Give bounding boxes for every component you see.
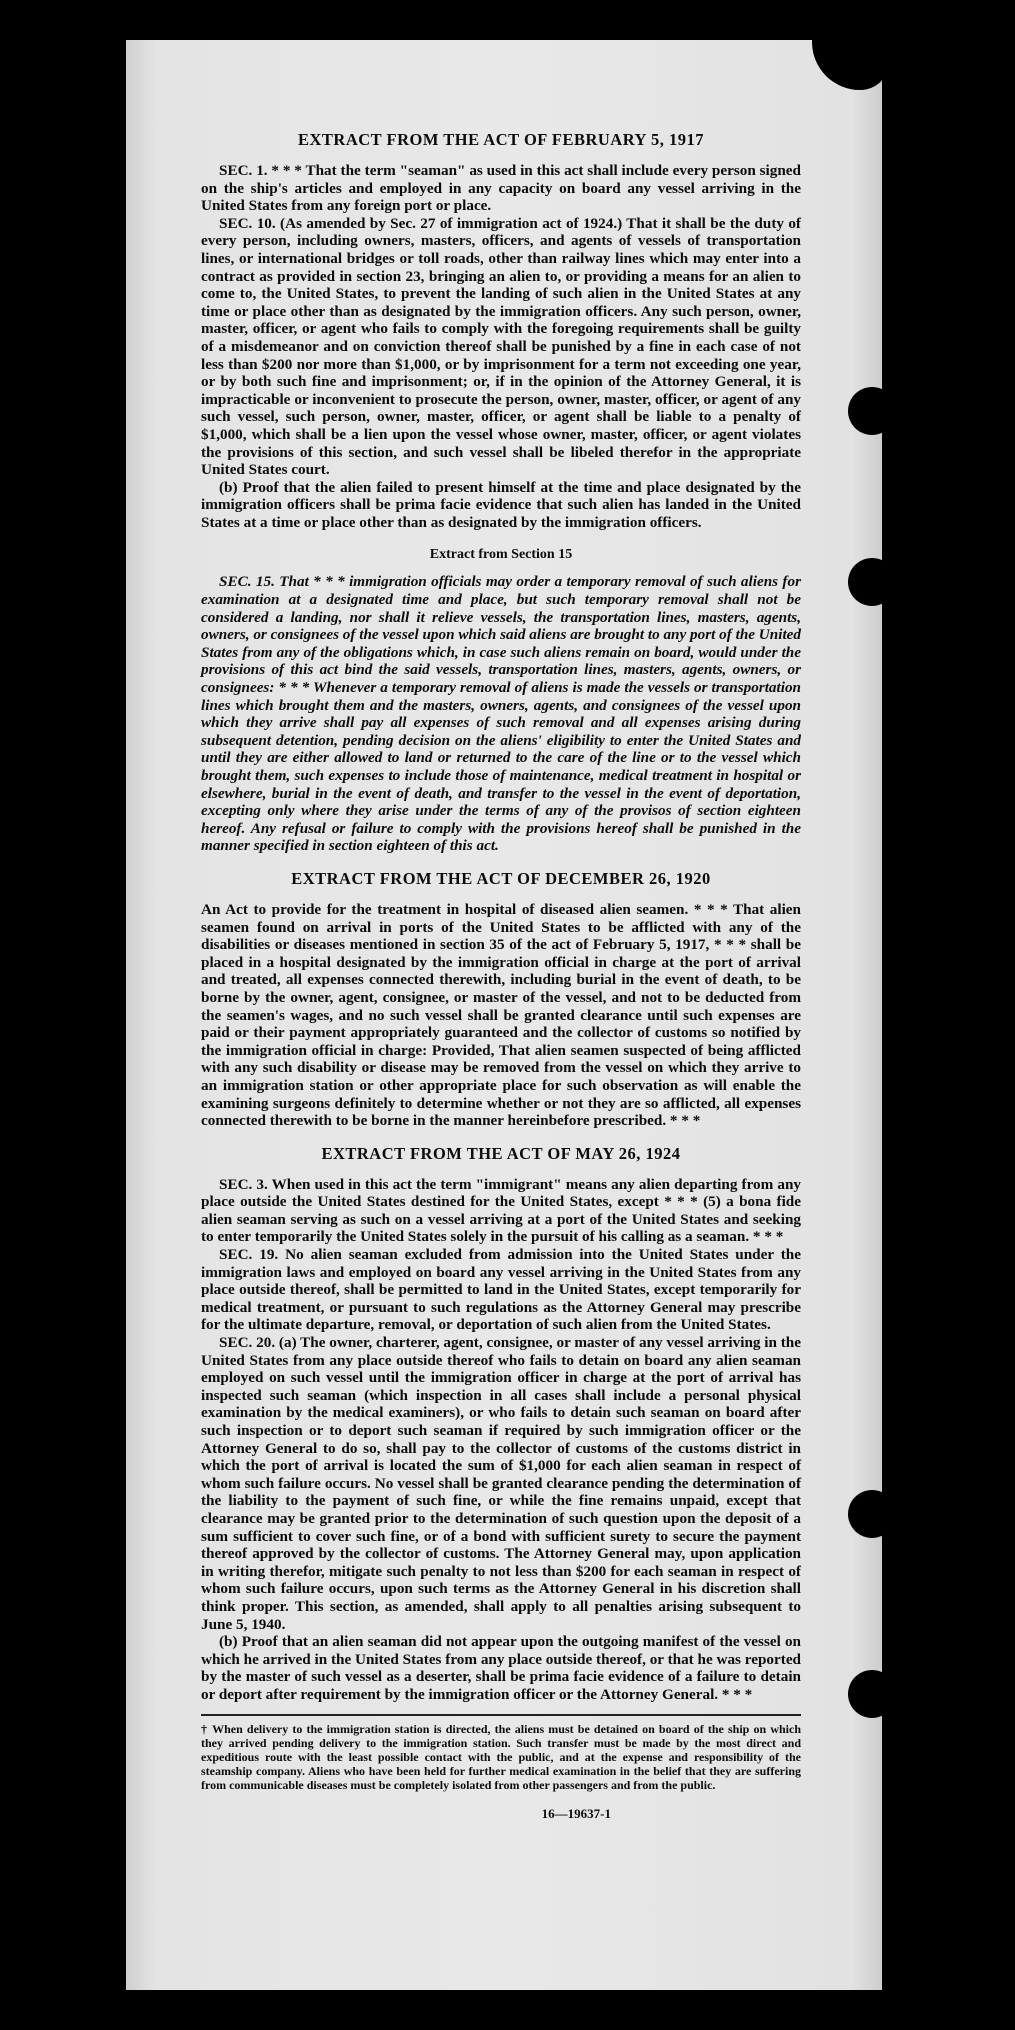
paragraph-1917-proof: (b) Proof that the alien failed to present himself at the time and place designated by the immigration officers shall be prima facie evidence that such alien has landed in the United States at a time or place other than as designated by the immigration officers. <box>201 478 801 531</box>
punch-hole-3 <box>848 1490 882 1538</box>
heading-act-1924: EXTRACT FROM THE ACT OF MAY 26, 1924 <box>321 1143 681 1163</box>
punch-hole-2 <box>848 558 882 606</box>
heading-act-1917: EXTRACT FROM THE ACT OF FEBRUARY 5, 1917 <box>298 130 704 149</box>
document-body <box>201 130 801 1822</box>
document-page <box>126 40 882 1990</box>
footnote: † When delivery to the immigration station is directed, the aliens must be detained on board of the ship on which they arrived pending delivery to the immigration station. Such transfer must be made by the most direct and expeditious route with the least possible contact with the public, and at the expense and responsibility of the steamship company. Aliens who have been held for further medical examination in the belief that they are suffering from communicable diseases must be completely isolated from other passengers and from the public. <box>201 1714 801 1792</box>
paragraph-1924-proof: (b) Proof that an alien seaman did not appear upon the outgoing manifest of the vessel on which he arrived in the United States from any place outside thereof, or that he was reported by the master of such vessel as a deserter, shall be prima facie evidence of a failure to detain or deport after requirement by the immigration officer or the Attorney General. * * * <box>201 1633 802 1703</box>
paragraph-1917-sec10: SEC. 10. (As amended by Sec. 27 of immigration act of 1924.) That it shall be the duty of every person, including owners, masters, officers, and agents of vessels of transportation lines, or international bridges or toll roads, other than railway lines which may enter into a contract as provided in section 23, bringing an alien to, or providing a means for an alien to come to, the United States, to prevent the landing of such alien in the United States at any time or place other than as designated by the immigration officers. Any such person, owner, master, officer, or agent who fails to comply with the foregoing requirements shall be guilty of a misdemeanor and on conviction thereof shall be punished by a fine in each case of not less than $200 nor more than $1,000, or by imprisonment for a term not exceeding one year, or by both such fine and imprisonment; or, if in the opinion of the Attorney General, it is impracticable or inconvenient to prosecute the person, owner, master, officer, or agent of any such vessel, such person, owner, master, officer, or agent shall be liable to a penalty of $1,000, which shall be a lien upon the vessel whose owner, master, officer, or agent violates the provisions of this section, and such vessel shall be libeled therefor in the appropriate United States court. <box>201 214 801 479</box>
form-number: 16—19637-1 <box>541 1805 611 1821</box>
paragraph-section-15: SEC. 15. That * * * immigration officials may order a temporary removal of such aliens for examination at a designated time and place, but such temporary removal shall not be considered a landing, nor shall it relieve vessels, the transportation lines, masters, agents, owners, or consignees of the vessel upon which said aliens are brought to any port of the United States from any of the obligations which, in case such aliens remain on board, would under the provisions of this act bind the said vessels, transportation lines, masters, agents, owners, or consignees: * * * Whenever a temporary removal of aliens is made the vessels or transportation lines which brought them and the masters, owners, agents, and consignees of the vessel upon which they arrive shall pay all expenses of such removal and all expenses arising during subsequent detention, pending decision on the aliens' eligibility to enter the United States and until they are either allowed to land or returned to the care of the line or to the vessel which brought them, such expenses to include those of maintenance, medical treatment in hospital or elsewhere, burial in the event of death, and transfer to the vessel in the event of deportation, excepting only where they arise under the terms of any of the provisos of section eighteen hereof. Any refusal or failure to comply with the provisions hereof shall be punished in the manner specified in section eighteen of this act. <box>201 573 801 855</box>
subheading-section-15: Extract from Section 15 <box>429 547 573 563</box>
paragraph-1924-sec19: SEC. 19. No alien seaman excluded from admission into the United States under the immigration laws and employed on board any vessel arriving in the United States from any place outside thereof, shall be permitted to land in the United States, except temporarily for medical treatment, or pursuant to such regulations as the Attorney General may prescribe for the ultimate departure, removal, or deportation of such alien from the United States. <box>201 1246 801 1334</box>
paragraph-1920: An Act to provide for the treatment in hospital of diseased alien seamen. * * * That alien seamen found on arrival in ports of the United States to be afflicted with any of the disabilities or diseases mentioned in section 35 of the act of February 5, 1917, * * * shall be placed in a hospital designated by the immigration official in charge at the port of arrival and treated, all expenses connected therewith, including burial in the event of death, to be borne by the owner, agent, consignee, or master of the vessel, and not to be deducted from the seamen's wages, and no such vessel shall be granted clearance until such expenses are paid or their payment appropriately guaranteed and the collector of customs so notified by the immigration official in charge: Provided, That alien seamen suspected of being afflicted with any such disability or disease may be removed from the vessel on which they arrive to an immigration station or other appropriate place for such observation as will enable the examining surgeons definitely to determine whether or not they are so afflicted, all expenses connected therewith to be borne in the manner hereinbefore prescribed. * * * <box>201 900 801 1130</box>
heading-act-1920: EXTRACT FROM THE ACT OF DECEMBER 26, 1920 <box>291 868 711 888</box>
torn-corner <box>812 40 882 90</box>
paragraph-1917-sec1: SEC. 1. * * * That the term "seaman" as used in this act shall include every person signed on the ship's articles and employed in any capacity on board any vessel arriving in the United States from any foreign port or place. <box>201 162 801 215</box>
paragraph-1924-sec3: SEC. 3. When used in this act the term "immigrant" means any alien departing from any place outside the United States destined for the United States, except * * * (5) a bona fide alien seaman serving as such on a vessel arriving at a port of the United States and seeking to enter temporarily the United States solely in the pursuit of his calling as a seaman. * * * <box>201 1175 801 1246</box>
punch-hole-1 <box>848 387 882 435</box>
punch-hole-4 <box>848 1670 882 1718</box>
paragraph-1924-sec20: SEC. 20. (a) The owner, charterer, agent, consignee, or master of any vessel arriving in the United States from any place outside thereof who fails to detain on board any alien seaman employed on such vessel until the immigration officer in charge at the port of arrival has inspected such seaman (which inspection in all cases shall include a personal physical examination by the medical examiners), or who fails to detain such seaman on board after such inspection or to deport such seaman if required by such immigration officer or the Attorney General to do so, shall pay to the collector of customs of the customs district in which the port of arrival is located the sum of $1,000 for each alien seaman in respect of whom such failure occurs. No vessel shall be granted clearance pending the determination of the liability to the payment of such fine, or while the fine remains unpaid, except that clearance may be granted prior to the determination of such question upon the deposit of a sum sufficient to cover such fine, or of a bond with sufficient surety to secure the payment thereof approved by the collector of customs. The Attorney General may, upon application in writing therefor, mitigate such penalty to not less than $200 for each seaman in respect of whom such failure occurs, upon such terms as the Attorney General in his discretion shall think proper. This section, as amended, shall apply to all penalties arising subsequent to June 5, 1940. <box>201 1334 801 1633</box>
